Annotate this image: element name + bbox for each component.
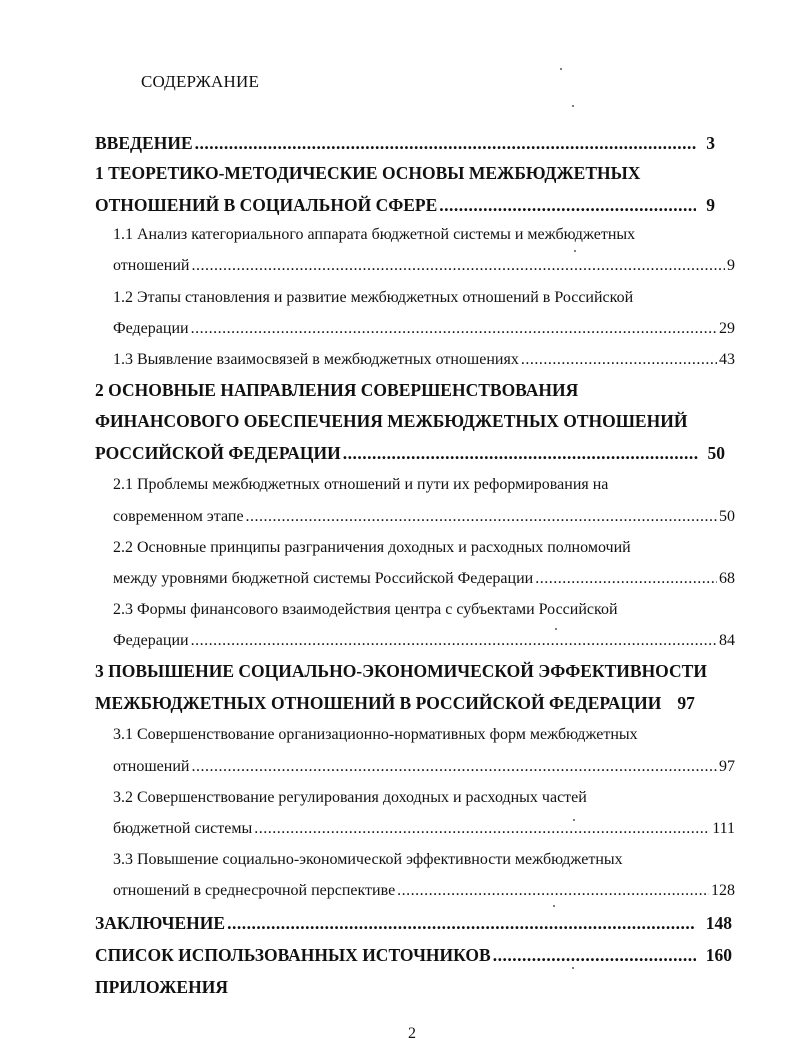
toc-leader-dots xyxy=(254,820,710,838)
toc-entry-label: ПРИЛОЖЕНИЯ xyxy=(95,977,228,997)
toc-section-1-2-line-1[interactable] xyxy=(113,289,633,307)
toc-entry-label: РОССИЙСКОЙ ФЕДЕРАЦИИ xyxy=(95,443,341,463)
toc-leader-dots xyxy=(195,133,697,154)
toc-leader-dots xyxy=(191,758,717,776)
toc-page-number: 111 xyxy=(712,820,735,837)
toc-entry-label: МЕЖБЮДЖЕТНЫХ ОТНОШЕНИЙ В РОССИЙСКОЙ ФЕДЕРАЦИИ xyxy=(95,693,662,713)
scan-speck xyxy=(572,967,574,969)
toc-section-3-3-line-1[interactable] xyxy=(113,851,623,869)
page-number: 2 xyxy=(408,1025,416,1042)
toc-section-3-2-line-1[interactable] xyxy=(113,789,587,807)
toc-entry-references[interactable] xyxy=(95,945,732,966)
toc-chapter-3-line-2[interactable] xyxy=(95,693,695,714)
toc-section-2-3-line-1[interactable] xyxy=(113,601,618,619)
page-title: СОДЕРЖАНИЕ xyxy=(141,72,260,91)
toc-leader-dots xyxy=(246,508,717,526)
toc-leader-dots xyxy=(535,570,717,588)
toc-leader-dots xyxy=(227,913,696,934)
toc-entry-label: СПИСОК ИСПОЛЬЗОВАННЫХ ИСТОЧНИКОВ xyxy=(95,945,491,965)
toc-page-number: 148 xyxy=(705,913,732,933)
toc-entry-label: 3.2 Совершенствование регулирования доходных и расходных частей xyxy=(113,789,587,806)
toc-page-number: 84 xyxy=(719,632,735,649)
toc-chapter-2-line-1[interactable] xyxy=(95,380,578,401)
toc-section-2-3-line-2[interactable] xyxy=(113,632,735,650)
toc-page-number: 128 xyxy=(711,882,735,899)
scan-speck xyxy=(560,68,562,70)
toc-entry-label: 2.3 Формы финансового взаимодействия центра с субъектами Российской xyxy=(113,601,618,618)
toc-entry-label: 1 ТЕОРЕТИКО-МЕТОДИЧЕСКИЕ ОСНОВЫ МЕЖБЮДЖЕТНЫХ xyxy=(95,163,641,183)
toc-page-number: 50 xyxy=(719,508,735,525)
toc-entry-label: 2.1 Проблемы межбюджетных отношений и пути их реформирования на xyxy=(113,476,609,493)
toc-entry-label: отношений xyxy=(113,758,190,775)
toc-page-number: 50 xyxy=(707,443,725,463)
toc-page-number: 9 xyxy=(706,195,715,215)
toc-entry-introduction[interactable] xyxy=(95,133,715,154)
toc-section-3-1-line-1[interactable] xyxy=(113,726,638,744)
toc-entry-label: 3.1 Совершенствование организационно-нормативных форм межбюджетных xyxy=(113,726,638,743)
toc-entry-label: между уровнями бюджетной системы Российской Федерации xyxy=(113,570,534,587)
toc-entry-label: 1.1 Анализ категориального аппарата бюджетной системы и межбюджетных xyxy=(113,226,636,243)
toc-section-1-2-line-2[interactable] xyxy=(113,320,735,338)
toc-entry-label: 2.2 Основные принципы разграничения доходных и расходных полномочий xyxy=(113,539,631,556)
toc-entry-label: Федерации xyxy=(113,320,189,337)
toc-page-number: 9 xyxy=(727,257,735,274)
toc-section-1-1-line-1[interactable] xyxy=(113,226,635,244)
scan-speck xyxy=(574,250,576,252)
toc-page-number: 160 xyxy=(705,945,732,965)
toc-entry-label: отношений в среднесрочной перспективе xyxy=(113,882,396,899)
toc-page-number: 29 xyxy=(719,320,735,337)
toc-section-1-1-line-2[interactable] xyxy=(113,257,735,275)
toc-entry-label: ВВЕДЕНИЕ xyxy=(95,133,193,153)
toc-leader-dots xyxy=(397,882,709,900)
toc-page-number: 97 xyxy=(677,693,695,713)
scan-speck xyxy=(555,628,557,630)
toc-entry-label: бюджетной системы xyxy=(113,820,253,837)
scan-speck xyxy=(573,819,575,821)
toc-chapter-2-line-3[interactable] xyxy=(95,443,725,464)
toc-entry-label: 3.3 Повышение социально-экономической эффективности межбюджетных xyxy=(113,851,623,868)
toc-chapter-3-line-1[interactable] xyxy=(95,661,707,682)
toc-chapter-1-line-1[interactable] xyxy=(95,163,640,184)
toc-section-3-1-line-2[interactable] xyxy=(113,758,735,776)
toc-page-number: 97 xyxy=(719,758,735,775)
toc-section-3-3-line-2[interactable] xyxy=(113,882,735,900)
toc-entry-label: 1.2 Этапы становления и развитие межбюджетных отношений в Российской xyxy=(113,289,634,306)
toc-leader-dots xyxy=(191,632,717,650)
scan-speck xyxy=(553,905,555,907)
toc-entry-label: 1.3 Выявление взаимосвязей в межбюджетных отношениях xyxy=(113,351,519,368)
toc-leader-dots xyxy=(191,257,725,275)
toc-chapter-1-line-2[interactable] xyxy=(95,195,715,216)
toc-chapter-2-line-2[interactable] xyxy=(95,411,687,432)
scan-speck xyxy=(572,105,574,107)
toc-leader-dots xyxy=(191,320,717,338)
toc-entry-label: 3 ПОВЫШЕНИЕ СОЦИАЛЬНО-ЭКОНОМИЧЕСКОЙ ЭФФЕКТИВНОСТИ xyxy=(95,661,707,681)
toc-page-number: 43 xyxy=(719,351,735,368)
toc-leader-dots xyxy=(521,351,717,369)
toc-entry-label: 2 ОСНОВНЫЕ НАПРАВЛЕНИЯ СОВЕРШЕНСТВОВАНИЯ xyxy=(95,380,579,400)
toc-entry-label: ОТНОШЕНИЙ В СОЦИАЛЬНОЙ СФЕРЕ xyxy=(95,195,438,215)
toc-section-1-3[interactable] xyxy=(113,351,735,369)
toc-entry-label: ЗАКЛЮЧЕНИЕ xyxy=(95,913,226,933)
toc-section-3-2-line-2[interactable] xyxy=(113,820,735,838)
toc-entry-label: современном этапе xyxy=(113,508,244,525)
toc-entry-label: Федерации xyxy=(113,632,189,649)
toc-page-number: 68 xyxy=(719,570,735,587)
toc-entry-label: отношений xyxy=(113,257,190,274)
toc-section-2-2-line-2[interactable] xyxy=(113,570,735,588)
toc-page-number: 3 xyxy=(706,133,715,153)
toc-leader-dots xyxy=(343,443,698,464)
toc-leader-dots xyxy=(439,195,696,216)
toc-section-2-1-line-2[interactable] xyxy=(113,508,735,526)
toc-leader-dots xyxy=(493,945,696,966)
toc-entry-appendices[interactable] xyxy=(95,977,228,998)
toc-entry-conclusion[interactable] xyxy=(95,913,732,934)
toc-entry-label: ФИНАНСОВОГО ОБЕСПЕЧЕНИЯ МЕЖБЮДЖЕТНЫХ ОТНОШЕНИЙ xyxy=(95,411,688,431)
toc-section-2-2-line-1[interactable] xyxy=(113,539,631,557)
toc-section-2-1-line-1[interactable] xyxy=(113,476,608,494)
